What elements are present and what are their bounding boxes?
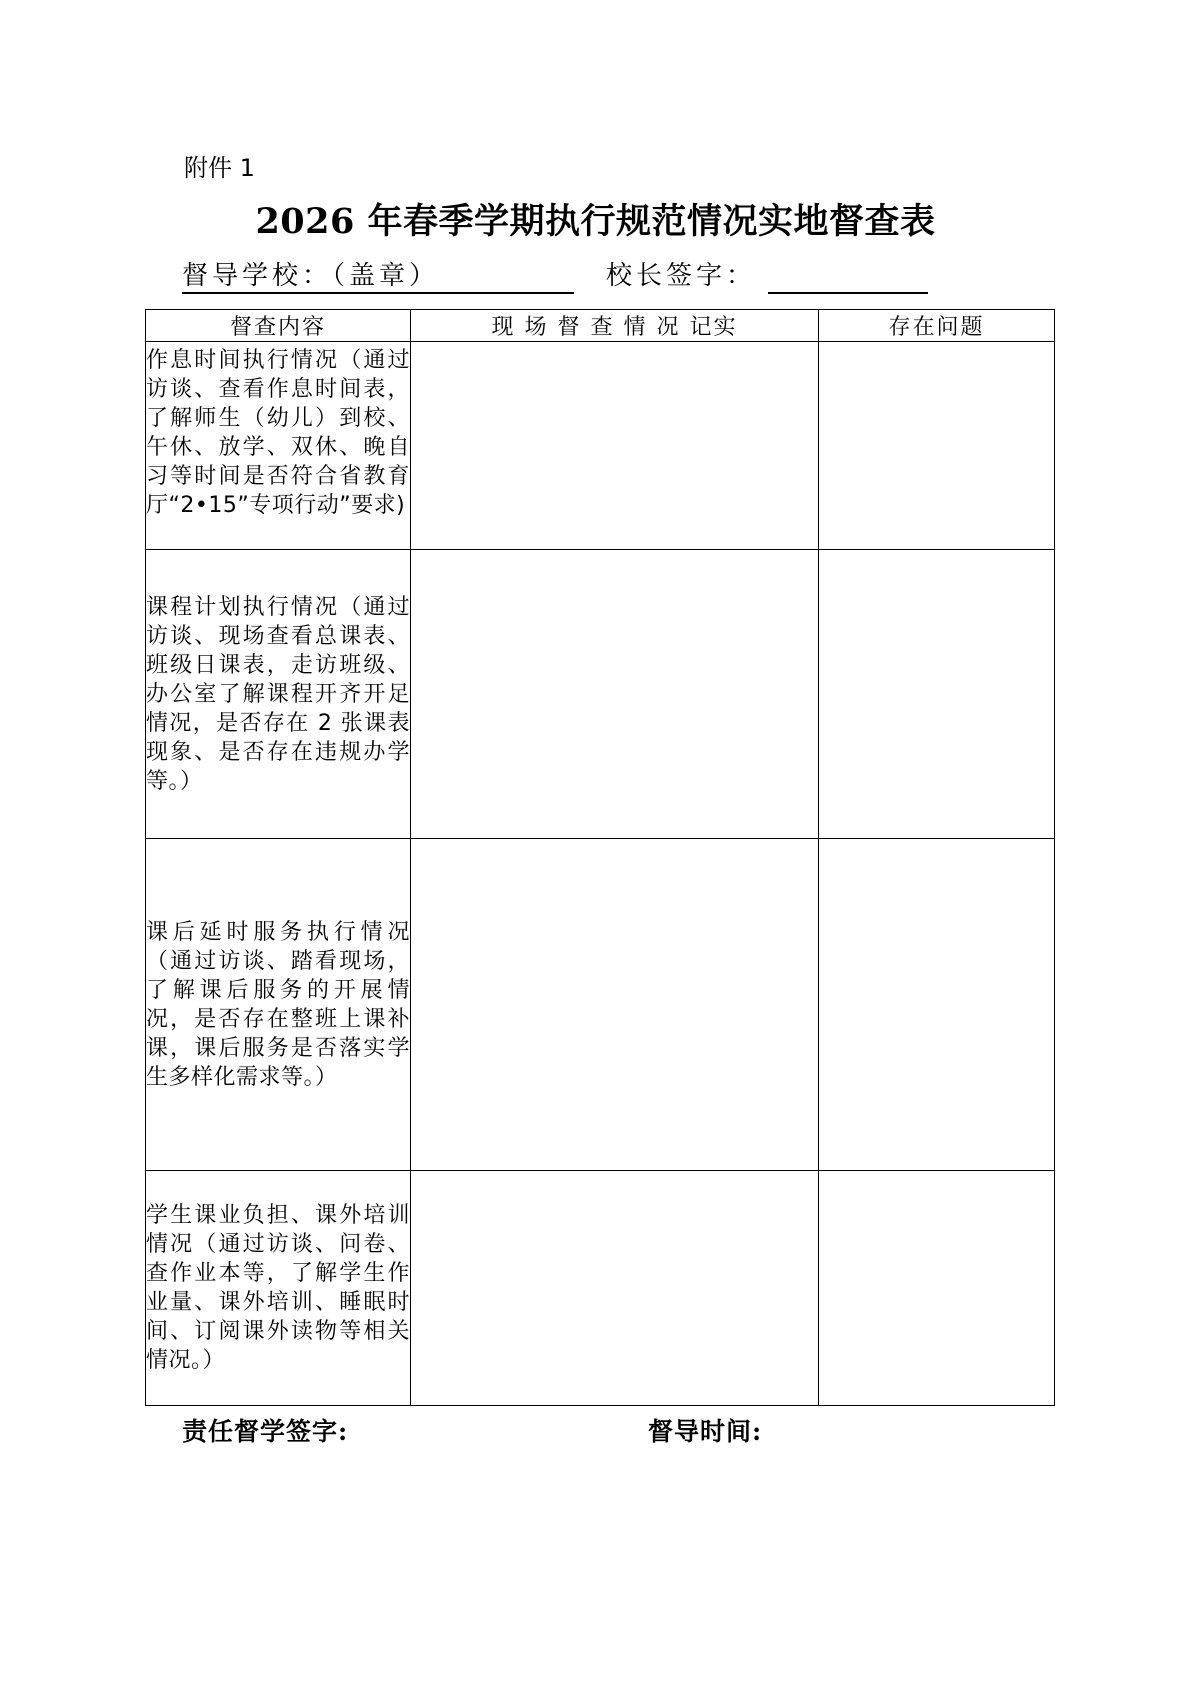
onsite-record-cell[interactable] <box>411 342 819 550</box>
school-seal-label: 督导学校：（盖章） <box>182 261 440 291</box>
table-row <box>146 550 1055 839</box>
problems-cell[interactable] <box>819 1171 1055 1406</box>
header-onsite-record: 现 场 督 查 情 况 记实 <box>411 310 819 342</box>
page-title: 2026 年春季学期执行规范情况实地督查表 <box>255 201 936 242</box>
onsite-record-cell[interactable] <box>411 1171 819 1406</box>
inspection-item-workload: 学生课业负担、课外培训情况（通过访谈、问卷、查作业本等，了解学生作业量、课外培训、睡眠时间、订阅课外读物等相关情况。） <box>146 1171 411 1406</box>
header-existing-problems: 存在问题 <box>819 310 1055 342</box>
responsible-inspector-signature-label: 责任督学签字: <box>182 1417 349 1446</box>
problems-cell[interactable] <box>819 550 1055 839</box>
onsite-record-cell[interactable] <box>411 550 819 839</box>
header-inspection-content: 督查内容 <box>146 310 411 342</box>
inspection-item-curriculum: 课程计划执行情况（通过访谈、现场查看总课表、班级日课表，走访班级、办公室了解课程开齐开足情况，是否存在 2 张课表现象、是否存在违规办学等。） <box>146 550 411 839</box>
principal-signature-line[interactable] <box>768 292 928 294</box>
table-row <box>146 342 1055 550</box>
signature-row <box>0 258 1191 298</box>
school-seal-line[interactable] <box>182 292 574 294</box>
inspection-item-after-school: 课后延时服务执行情况（通过访谈、踏看现场，了解课后服务的开展情况，是否存在整班上课补课，课后服务是否落实学生多样化需求等。） <box>146 839 411 1171</box>
inspection-item-schedule: 作息时间执行情况（通过访谈、查看作息时间表，了解师生（幼儿）到校、午休、放学、双休、晚自习等时间是否符合省教育厅“2•15”专项行动”要求) <box>146 342 411 550</box>
attachment-label: 附件 1 <box>184 154 255 182</box>
onsite-record-cell[interactable] <box>411 839 819 1171</box>
table-row <box>146 839 1055 1171</box>
principal-signature-label: 校长签字： <box>606 261 757 291</box>
table-header-row <box>146 310 1055 342</box>
table-row <box>146 1171 1055 1406</box>
problems-cell[interactable] <box>819 839 1055 1171</box>
inspection-table <box>145 309 1055 1406</box>
problems-cell[interactable] <box>819 342 1055 550</box>
inspection-time-label: 督导时间: <box>648 1417 763 1446</box>
